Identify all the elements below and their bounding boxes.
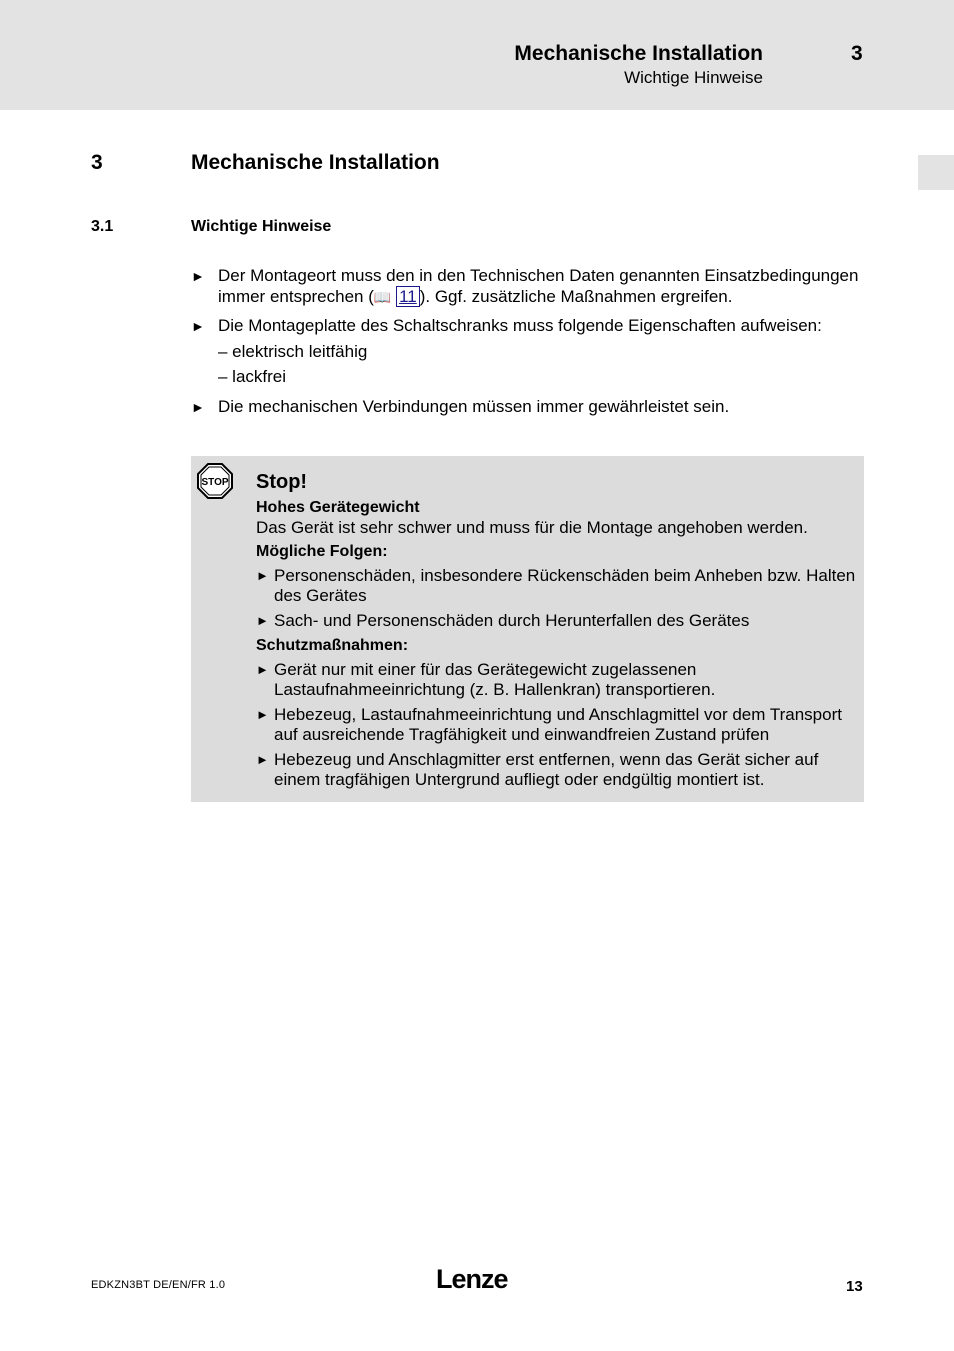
subsection-number: 3.1 <box>91 218 114 235</box>
header-band <box>0 0 954 110</box>
bullet-arrow-icon: ► <box>191 268 205 284</box>
header-title: Mechanische Installation <box>514 42 763 65</box>
property-item: – lackfrei <box>218 367 287 386</box>
header-subtitle: Wichtige Hinweise <box>624 68 763 87</box>
section-title: Mechanische Installation <box>191 151 440 174</box>
stop-title: Stop! <box>256 471 308 493</box>
hazard-text: Das Gerät ist sehr schwer und muss für die Montage angehoben werden. <box>256 518 808 537</box>
consequence-item: ► Personenschäden, insbesondere Rückenschäden beim Anheben bzw. Halten des Gerätes <box>256 566 856 605</box>
stop-sign-icon <box>197 463 233 499</box>
bullet-arrow-icon: ► <box>191 398 205 415</box>
stop-content <box>256 471 861 795</box>
bullet-arrow-icon: ► <box>256 613 269 628</box>
header-chapter-number: 3 <box>851 42 863 65</box>
property-item: – elektrisch leitfähig <box>218 341 368 361</box>
bullet-arrow-icon: ► <box>256 662 269 677</box>
measure-item: ► Hebezeug, Lastaufnahmeeinrichtung und Anschlagmittel vor dem Transport auf ausreichende Tragfähigkeit und einwandfreien Zustand prüfen <box>256 705 842 744</box>
lenze-logo: Lenze <box>436 1264 508 1294</box>
page-number: 13 <box>846 1278 863 1295</box>
chapter-side-tab <box>918 155 954 190</box>
bullet-arrow-icon: ► <box>256 707 269 722</box>
bullet-arrow-icon: ► <box>191 318 205 334</box>
list-item: ► Der Montageort muss den in den Technischen Daten genannten Einsatzbedingungen immer entsprechen (📖 11 ). Ggf. zusätzliche Maßnahmen ergreifen. <box>191 266 859 306</box>
measure-item: ► Gerät nur mit einer für das Gerätegewicht zugelassenen Lastaufnahmeeinrichtung (z. B. Hallenkran) transportieren. <box>256 660 716 699</box>
bullet-arrow-icon: ► <box>256 752 269 767</box>
stop-sign-label: STOP <box>201 477 229 488</box>
subsection-title: Wichtige Hinweise <box>191 218 332 235</box>
consequence-item: ► Sach- und Personenschäden durch Herunterfallen des Gerätes <box>256 611 750 630</box>
list-item: ► Die Montageplatte des Schaltschranks muss folgende Eigenschaften aufweisen: – elektrisch leitfähig – lackfrei <box>191 316 861 388</box>
measure-item: ► Hebezeug und Anschlagmitter erst entfernen, wenn das Gerät sicher auf einem tragfähigen Untergrund aufliegt oder endgültig montiert ist. <box>256 750 819 789</box>
requirements-list <box>191 266 861 426</box>
hazard-title: Hohes Gerätegewicht <box>256 499 420 516</box>
list-item: ► Die mechanischen Verbindungen müssen immer gewährleistet sein. <box>191 396 730 416</box>
bullet-arrow-icon: ► <box>256 568 269 583</box>
document-id: EDKZN3BT DE/EN/FR 1.0 <box>91 1279 226 1291</box>
section-number: 3 <box>91 151 103 174</box>
consequences-title: Mögliche Folgen: <box>256 543 388 560</box>
book-icon: 📖 <box>373 288 392 305</box>
page-reference-link[interactable]: 11 <box>396 286 420 307</box>
stop-warning-box <box>191 456 864 802</box>
measures-title: Schutzmaßnahmen: <box>256 637 409 654</box>
